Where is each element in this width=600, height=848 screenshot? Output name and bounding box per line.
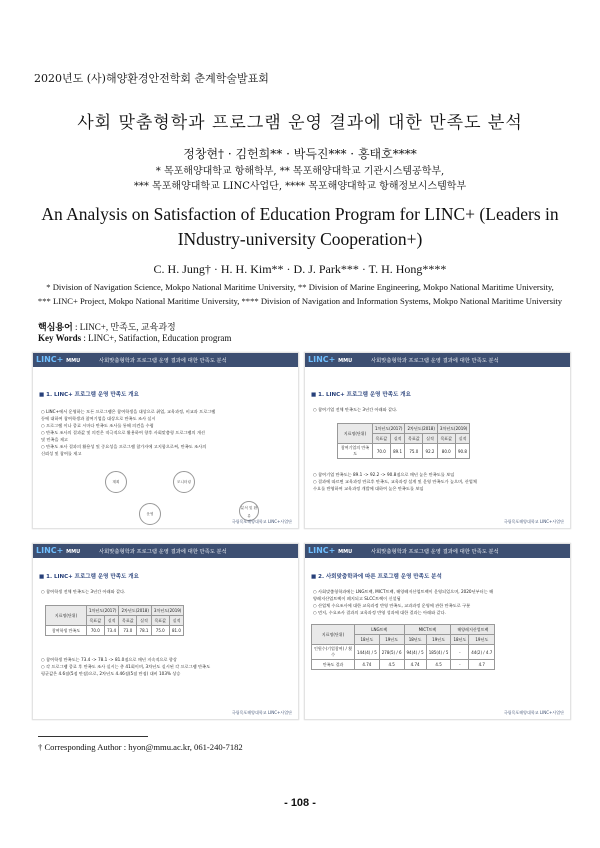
slide-header-title: 사회맞춤형학과 프로그램 운영 결과에 대한 만족도 분석 (99, 358, 227, 364)
linc-logo: LINC+ MMU (36, 546, 81, 555)
table-cell: 70.0 (373, 444, 391, 459)
slide-footer: 국립목포해양대학교 LINC+사업단 (231, 519, 292, 524)
slide-text-line: 및 민족을 제고 (41, 437, 68, 442)
slide-text-line: ○ 사회맞춤형학과에는 LNG트랙, MICT트랙, 해양레저산업트랙이 운영되었으며, 2020년부터는 해 (313, 589, 494, 594)
table-cell: 80.0 (437, 444, 455, 459)
track-satisfaction-table (311, 624, 495, 670)
table-row-label: 인원수(기업참여) / 횟수 (312, 645, 355, 660)
slide-text-line: ○ 참여기업 전체 만족도는 3년간 아래와 같다. (313, 407, 398, 412)
slide-text-line: 등에 대하여 참여학생과 참여기업을 대상으로 만족도 조사 실시 (41, 416, 156, 421)
table-subheader: 18년도 (451, 635, 469, 645)
table-subheader: 19년도 (469, 635, 495, 645)
slide-text-line: ○ LINC+에서 운영하는 모든 프로그램은 참여학생을 대상으로 취업, 교육과정, 비교과 프로그램 (41, 409, 216, 414)
table-header: 3차년도(2019) (437, 424, 469, 434)
footnote: † Corresponding Author : hyon@mmu.ac.kr, 061-240-7182 (38, 742, 243, 752)
table-header: LNG트랙 (355, 625, 405, 635)
slide-text-line: ○ 만족도 조사의 결과값 및 의견은 적극적으로 활용하여 향후 사회맞춤형 프로그램의 개선 (41, 430, 205, 435)
table-subheader: 실적 (455, 434, 470, 444)
table-subheader: 19년도 (379, 635, 404, 645)
slide-text-line: ○ 먼저, 수요조사 결과의 교육과정 반영 성과에 대한 결과는 아래와 같다. (313, 610, 446, 615)
table-cell: 73.0 (119, 626, 137, 636)
korean-affiliation-1: * 목포해양대학교 항해학부, ** 목포해양대학교 기관시스템공학부, (155, 166, 445, 177)
cycle-diagram-node: 운영 (139, 503, 161, 525)
slide-footer: 국립목포해양대학교 LINC+사업단 (503, 710, 564, 715)
table-cell: 44(2) / 4.7 (469, 645, 495, 660)
slide-section-title: ■ 1. LINC+ 프로그램 운영 만족도 개요 (311, 390, 411, 398)
table-cell: 94(4) / 5 (404, 645, 426, 660)
korean-affiliation-2: *** 목포해양대학교 LINC사업단, **** 목포해양대학교 항해정보시스템학부 (133, 181, 467, 192)
slide-text-line: ○ 프로그램 이나 종료 시마다 만족도 조사를 통해 의견을 수렴 (41, 423, 154, 428)
slide-text-line: ○ 참여학생 전체 만족도는 3년간 아래와 같다. (41, 589, 126, 594)
table-row-label: 참여학생 만족도 (46, 626, 87, 636)
table-cell: 75.0 (405, 444, 423, 459)
english-title: An Analysis on Satisfaction of Education Program for LINC+ (Leaders in INdustry-university Cooperation+) (41, 204, 559, 249)
table-cell: 144(4) / 5 (355, 645, 380, 660)
linc-logo: LINC+ MMU (308, 546, 353, 555)
slide-section-title: ■ 2. 사회맞춤학과에 따른 프로그램 운영 만족도 분석 (311, 572, 442, 580)
company-satisfaction-table (337, 423, 470, 459)
english-affiliation-2: *** LINC+ Project, Mokpo National Maritime University, **** Division of Navigation and Information Systems, Mokpo National Maritime University (37, 296, 563, 306)
table-header: 2차년도(2018) (119, 606, 151, 616)
table-cell: 70.0 (87, 626, 105, 636)
table-header: 해양레저산업트랙 (451, 625, 495, 635)
slide-text-line: ○ 결과에 따르면 교육과정 만료후 만족도, 교육과정 설계 및 운영 만족도가 높으며, 산업체 (313, 479, 477, 484)
table-cell: - (451, 645, 469, 660)
slide-header-title: 사회맞춤형학과 프로그램 운영 결과에 대한 만족도 분석 (371, 549, 499, 555)
table-cell: 4.7 (469, 660, 495, 670)
table-row-label: 참여기업의 만족도 (338, 444, 373, 459)
slide-text-line: ○ 산업체 수요조사에 대한 교육과정 반영 만족도, 교과과정 운영에 관한 만족도로 구분 (313, 603, 471, 608)
linc-logo: LINC+ MMU (308, 355, 353, 364)
slide-header-title: 사회맞춤형학과 프로그램 운영 결과에 대한 만족도 분석 (99, 549, 227, 555)
table-cell: 81.0 (169, 626, 184, 636)
table-cell: - (451, 660, 469, 670)
slide-2 (304, 352, 571, 529)
slide-footer: 국립목포해양대학교 LINC+사업단 (503, 519, 564, 524)
table-subheader: 목표값 (87, 616, 105, 626)
slide-text-line: 수요를 반영하여 교육과정 개발에 대하여 높은 만족도를 보임 (313, 486, 424, 491)
table-subheader: 실적 (137, 616, 152, 626)
table-subheader: 18년도 (404, 635, 426, 645)
slide-text-line: 신뢰성 및 참여를 제고 (41, 451, 82, 456)
table-cell: 4.5 (379, 660, 404, 670)
table-subheader: 19년도 (426, 635, 451, 645)
table-subheader: 18년도 (355, 635, 380, 645)
slide-text-line: 양레저산업트랙이 폐지되고 SLCC트랙이 신설됨 (313, 596, 401, 601)
table-subheader: 목표값 (151, 616, 169, 626)
footnote-divider (38, 736, 148, 737)
table-cell: 4.74 (355, 660, 380, 670)
slide-header-title: 사회맞춤형학과 프로그램 운영 결과에 대한 만족도 분석 (371, 358, 499, 364)
table-header: 2차년도(2018) (405, 424, 437, 434)
slide-section-title: ■ 1. LINC+ 프로그램 운영 만족도 개요 (39, 572, 139, 580)
table-cell: 90.8 (455, 444, 470, 459)
cycle-diagram-node: 모니터링 (173, 471, 195, 493)
table-cell: 78.1 (137, 626, 152, 636)
table-row-label: 만족도 결과 (312, 660, 355, 670)
conference-header: 2020년도 (사)해양환경안전학회 춘계학술발표회 (34, 72, 269, 85)
table-header: 1차년도(2017) (373, 424, 405, 434)
linc-logo: LINC+ MMU (36, 355, 81, 364)
table-header: 지표명(단위) (338, 424, 373, 444)
table-header: MICT트랙 (404, 625, 451, 635)
table-cell: 278(5) / 6 (379, 645, 404, 660)
student-satisfaction-table (45, 605, 184, 636)
table-subheader: 목표값 (405, 434, 423, 444)
slide-3 (32, 543, 299, 720)
english-affiliation-1: * Division of Navigation Science, Mokpo National Maritime University, ** Division of Marine Engineering, Mokpo National Maritime University, (46, 282, 554, 292)
slide-text-line: 평균값은 4.6점(5점 만점)으로, 2차년도 4.46점(5점 만점) 대비 103% 상승 (41, 671, 181, 676)
table-header: 1차년도(2017) (87, 606, 119, 616)
keywords-english (38, 333, 231, 343)
cycle-diagram-node: 계획 (105, 471, 127, 493)
keywords-english-text: : LINC+, Satifaction, Education program (83, 333, 232, 343)
table-header: 지표명(단위) (312, 625, 355, 645)
slide-text-line: ○ 참여기업 만족도는 89.1 -> 92.2 -> 90.8점으로 매년 높은 만족도를 보임 (313, 472, 455, 477)
korean-authors: 정창현† · 김헌희** · 박득진*** · 홍태호**** (183, 147, 417, 161)
keywords-korean-text: : LINC+, 만족도, 교육과정 (75, 322, 176, 332)
table-cell: 89.1 (390, 444, 405, 459)
slide-1 (32, 352, 299, 529)
cycle-diagram-node: 분석 및 환류 (239, 501, 259, 521)
slide-text-line: ○ 만족도 조사 결과의 활용성 및 중요성을 프로그램 참가자에 고지함으로써, 만족도 조사의 (41, 444, 207, 449)
page-number: - 108 - (284, 797, 316, 809)
english-authors: C. H. Jung† · H. H. Kim** · D. J. Park*** · T. H. Hong**** (153, 262, 447, 276)
keywords-korean (38, 320, 176, 333)
table-header: 지표명(단위) (46, 606, 87, 626)
slide-footer: 국립목포해양대학교 LINC+사업단 (231, 710, 292, 715)
table-subheader: 목표값 (373, 434, 391, 444)
table-subheader: 실적 (390, 434, 405, 444)
table-subheader: 실적 (169, 616, 184, 626)
table-subheader: 실적 (423, 434, 438, 444)
table-header: 3차년도(2019) (151, 606, 183, 616)
slide-section-title: ■ 1. LINC+ 프로그램 운영 만족도 개요 (39, 390, 139, 398)
table-subheader: 목표값 (119, 616, 137, 626)
table-cell: 75.0 (151, 626, 169, 636)
table-cell: 92.2 (423, 444, 438, 459)
slide-4 (304, 543, 571, 720)
table-subheader: 실적 (104, 616, 119, 626)
table-cell: 4.5 (426, 660, 451, 670)
slide-text-line: ○ 참여학생 만족도는 73.4 -> 78.1 -> 81.0점으로 매년 지속적으로 향상 (41, 657, 177, 662)
table-cell: 73.4 (104, 626, 119, 636)
table-subheader: 목표값 (437, 434, 455, 444)
slide-text-line: ○ 각 프로그램 종료 후 만족도 조사 실시는 총 41회이며, 3차년도 실시된 각 프로그램 만족도 (41, 664, 211, 669)
table-cell: 185(4) / 5 (426, 645, 451, 660)
table-cell: 4.74 (404, 660, 426, 670)
keywords-korean-label: 핵심용어 (38, 322, 73, 332)
korean-title: 사회 맞춤형학과 프로그램 운영 결과에 대한 만족도 분석 (77, 113, 523, 133)
keywords-english-label: Key Words (38, 333, 82, 343)
